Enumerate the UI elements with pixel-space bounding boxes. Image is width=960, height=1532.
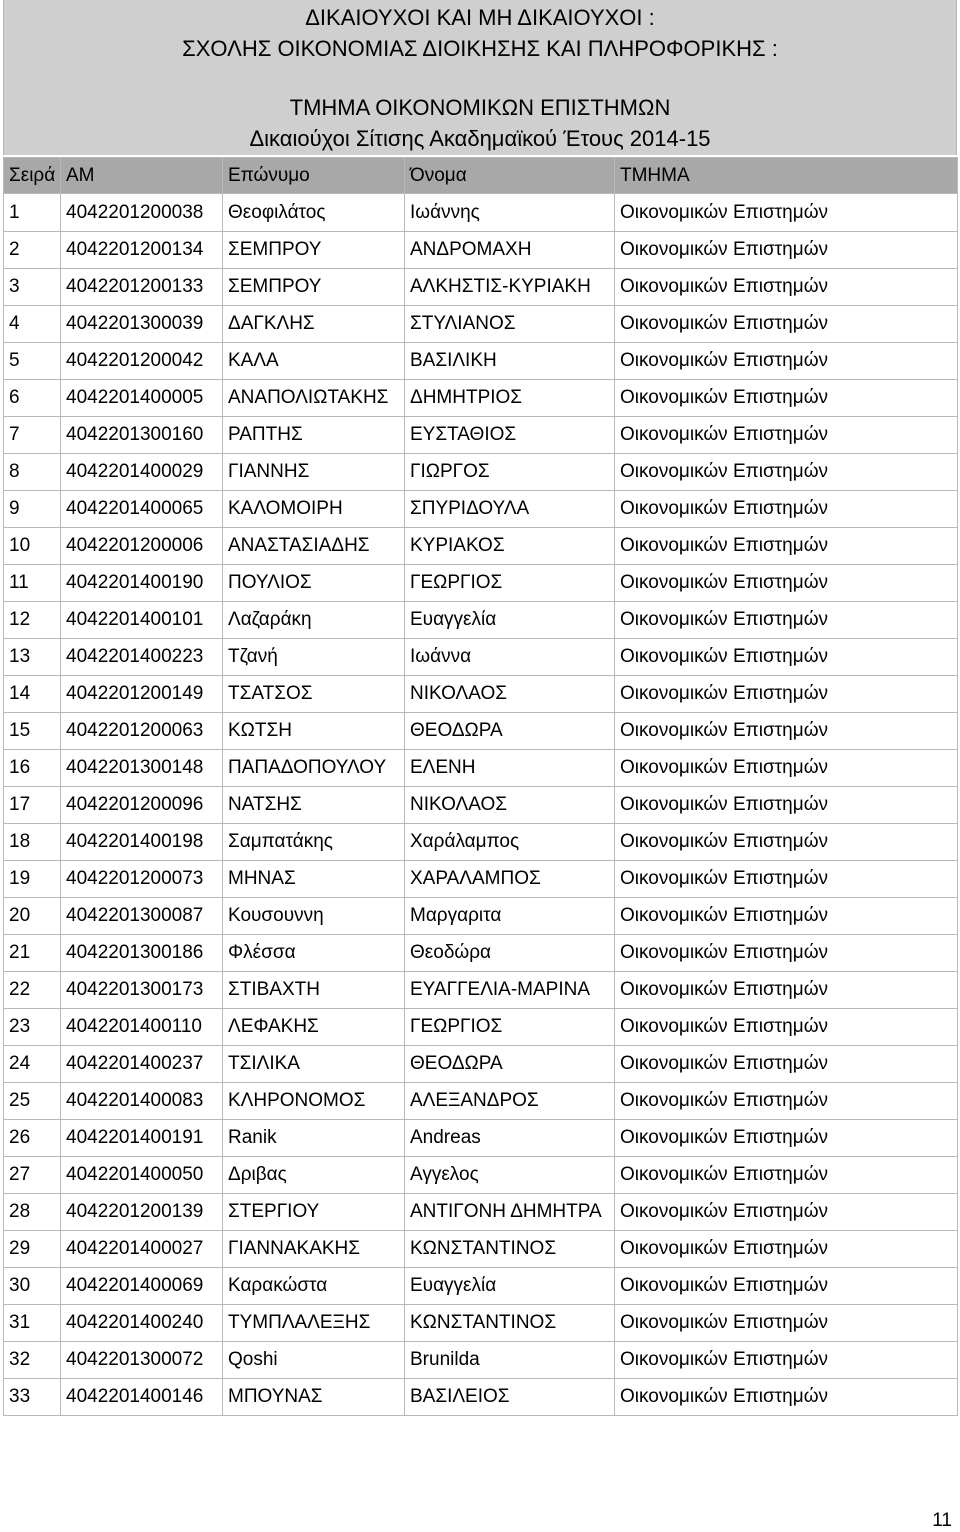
cell-first-name: ΣΤΥΛΙΑΝΟΣ [405, 306, 615, 343]
cell-registration-number: 4042201200096 [61, 787, 223, 824]
table-row [4, 861, 958, 898]
cell-surname: ΠΑΠΑΔΟΠΟΥΛΟΥ [223, 750, 405, 787]
cell-surname: Δριβας [223, 1157, 405, 1194]
cell-department: Οικονομικών Επιστημών [615, 861, 958, 898]
cell-department: Οικονομικών Επιστημών [615, 380, 958, 417]
cell-department: Οικονομικών Επιστημών [615, 1157, 958, 1194]
cell-first-name: Andreas [405, 1120, 615, 1157]
cell-surname: Λαζαράκη [223, 602, 405, 639]
table-row [4, 1305, 958, 1342]
cell-registration-number: 4042201300186 [61, 935, 223, 972]
cell-first-name: ΓΕΩΡΓΙΟΣ [405, 565, 615, 602]
table-row [4, 1009, 958, 1046]
table-row [4, 1157, 958, 1194]
cell-department: Οικονομικών Επιστημών [615, 1305, 958, 1342]
cell-serial: 30 [4, 1268, 61, 1305]
cell-registration-number: 4042201400101 [61, 602, 223, 639]
table-row [4, 528, 958, 565]
table-row [4, 454, 958, 491]
cell-serial: 10 [4, 528, 61, 565]
cell-registration-number: 4042201400027 [61, 1231, 223, 1268]
table-row [4, 1379, 958, 1416]
cell-surname: Κουσουννη [223, 898, 405, 935]
table-row [4, 1194, 958, 1231]
cell-department: Οικονομικών Επιστημών [615, 1120, 958, 1157]
cell-department: Οικονομικών Επιστημών [615, 1379, 958, 1416]
cell-department: Οικονομικών Επιστημών [615, 565, 958, 602]
table-row [4, 1342, 958, 1379]
cell-surname: ΓΙΑΝΝΑΚΑΚΗΣ [223, 1231, 405, 1268]
cell-registration-number: 4042201300160 [61, 417, 223, 454]
cell-serial: 27 [4, 1157, 61, 1194]
cell-serial: 8 [4, 454, 61, 491]
table-row [4, 676, 958, 713]
cell-first-name: ΓΕΩΡΓΙΟΣ [405, 1009, 615, 1046]
title-department: ΤΜΗΜΑ ΟΙΚΟΝΟΜΙΚΩΝ ΕΠΙΣΤΗΜΩΝ [289, 95, 671, 120]
cell-surname: ΤΣΙΛΙΚΑ [223, 1046, 405, 1083]
cell-department: Οικονομικών Επιστημών [615, 194, 958, 232]
cell-registration-number: 4042201300072 [61, 1342, 223, 1379]
cell-surname: ΣΕΜΠΡΟΥ [223, 269, 405, 306]
cell-registration-number: 4042201200038 [61, 194, 223, 232]
cell-serial: 24 [4, 1046, 61, 1083]
cell-registration-number: 4042201400069 [61, 1268, 223, 1305]
cell-serial: 9 [4, 491, 61, 528]
cell-registration-number: 4042201300039 [61, 306, 223, 343]
cell-department: Οικονομικών Επιστημών [615, 972, 958, 1009]
cell-surname: ΚΩΤΣΗ [223, 713, 405, 750]
cell-registration-number: 4042201200149 [61, 676, 223, 713]
cell-surname: ΣΕΜΠΡΟΥ [223, 232, 405, 269]
cell-registration-number: 4042201200139 [61, 1194, 223, 1231]
cell-first-name: ΒΑΣΙΛΕΙΟΣ [405, 1379, 615, 1416]
title-beneficiaries: ΔΙΚΑΙΟΥΧΟΙ ΚΑΙ ΜΗ ΔΙΚΑΙΟΥΧΟΙ : [305, 5, 655, 30]
cell-department: Οικονομικών Επιστημών [615, 417, 958, 454]
cell-department: Οικονομικών Επιστημών [615, 1268, 958, 1305]
table-row [4, 1120, 958, 1157]
cell-first-name: ΑΛΕΞΑΝΔΡΟΣ [405, 1083, 615, 1120]
cell-surname: ΜΠΟΥΝΑΣ [223, 1379, 405, 1416]
cell-department: Οικονομικών Επιστημών [615, 639, 958, 676]
table-row [4, 269, 958, 306]
cell-serial: 28 [4, 1194, 61, 1231]
cell-registration-number: 4042201400005 [61, 380, 223, 417]
cell-registration-number: 4042201300087 [61, 898, 223, 935]
cell-serial: 21 [4, 935, 61, 972]
cell-first-name: ΧΑΡΑΛΑΜΠΟΣ [405, 861, 615, 898]
cell-department: Οικονομικών Επιστημών [615, 1194, 958, 1231]
column-header-surname: Επώνυμο [223, 158, 405, 194]
cell-serial: 6 [4, 380, 61, 417]
cell-registration-number: 4042201200133 [61, 269, 223, 306]
cell-first-name: Χαράλαμπος [405, 824, 615, 861]
cell-surname: Τζανή [223, 639, 405, 676]
cell-registration-number: 4042201400191 [61, 1120, 223, 1157]
cell-serial: 15 [4, 713, 61, 750]
cell-serial: 23 [4, 1009, 61, 1046]
table-body [4, 194, 958, 1416]
cell-department: Οικονομικών Επιστημών [615, 787, 958, 824]
cell-serial: 13 [4, 639, 61, 676]
table-row [4, 1083, 958, 1120]
cell-surname: Σαμπατάκης [223, 824, 405, 861]
cell-surname: Θεοφιλάτος [223, 194, 405, 232]
cell-department: Οικονομικών Επιστημών [615, 1342, 958, 1379]
cell-serial: 19 [4, 861, 61, 898]
cell-registration-number: 4042201200042 [61, 343, 223, 380]
cell-serial: 11 [4, 565, 61, 602]
cell-department: Οικονομικών Επιστημών [615, 269, 958, 306]
cell-serial: 31 [4, 1305, 61, 1342]
cell-first-name: ΣΠΥΡΙΔΟΥΛΑ [405, 491, 615, 528]
cell-registration-number: 4042201400083 [61, 1083, 223, 1120]
cell-department: Οικονομικών Επιστημών [615, 343, 958, 380]
cell-first-name: ΔΗΜΗΤΡΙΟΣ [405, 380, 615, 417]
cell-department: Οικονομικών Επιστημών [615, 232, 958, 269]
cell-first-name: Αγγελος [405, 1157, 615, 1194]
cell-first-name: Ιωάννα [405, 639, 615, 676]
cell-department: Οικονομικών Επιστημών [615, 1046, 958, 1083]
cell-surname: ΣΤΙΒΑΧΤΗ [223, 972, 405, 1009]
cell-first-name: ΘΕΟΔΩΡΑ [405, 713, 615, 750]
beneficiaries-table [3, 157, 958, 1416]
cell-department: Οικονομικών Επιστημών [615, 1083, 958, 1120]
cell-registration-number: 4042201200006 [61, 528, 223, 565]
cell-surname: ΡΑΠΤΗΣ [223, 417, 405, 454]
column-header-first-name: Όνομα [405, 158, 615, 194]
table-row [4, 1046, 958, 1083]
cell-first-name: ΕΥΑΓΓΕΛΙΑ-ΜΑΡΙΝΑ [405, 972, 615, 1009]
cell-first-name: Brunilda [405, 1342, 615, 1379]
cell-surname: Qoshi [223, 1342, 405, 1379]
cell-first-name: ΚΥΡΙΑΚΟΣ [405, 528, 615, 565]
cell-registration-number: 4042201400050 [61, 1157, 223, 1194]
column-header-department: ΤΜΗΜΑ [615, 158, 958, 194]
cell-department: Οικονομικών Επιστημών [615, 750, 958, 787]
cell-serial: 14 [4, 676, 61, 713]
cell-surname: ΠΟΥΛΙΟΣ [223, 565, 405, 602]
table-row [4, 898, 958, 935]
cell-surname: ΑΝΑΣΤΑΣΙΑΔΗΣ [223, 528, 405, 565]
title-academic-year: Δικαιούχοι Σίτισης Ακαδημαϊκού Έτους 2014-15 [249, 126, 711, 151]
cell-registration-number: 4042201400237 [61, 1046, 223, 1083]
cell-first-name: ΓΙΩΡΓΟΣ [405, 454, 615, 491]
cell-first-name: ΝΙΚΟΛΑΟΣ [405, 787, 615, 824]
cell-department: Οικονομικών Επιστημών [615, 602, 958, 639]
cell-department: Οικονομικών Επιστημών [615, 454, 958, 491]
cell-surname: Φλέσσα [223, 935, 405, 972]
cell-first-name: Ευαγγελία [405, 602, 615, 639]
cell-serial: 4 [4, 306, 61, 343]
cell-serial: 33 [4, 1379, 61, 1416]
cell-surname: ΑΝΑΠΟΛΙΩΤΑΚΗΣ [223, 380, 405, 417]
cell-registration-number: 4042201400198 [61, 824, 223, 861]
table-row [4, 565, 958, 602]
cell-surname: ΚΑΛΟΜΟΙΡΗ [223, 491, 405, 528]
cell-registration-number: 4042201300173 [61, 972, 223, 1009]
cell-serial: 3 [4, 269, 61, 306]
cell-surname: ΣΤΕΡΓΙΟΥ [223, 1194, 405, 1231]
cell-registration-number: 4042201400110 [61, 1009, 223, 1046]
cell-serial: 16 [4, 750, 61, 787]
cell-surname: ΚΛΗΡΟΝΟΜΟΣ [223, 1083, 405, 1120]
cell-serial: 25 [4, 1083, 61, 1120]
cell-first-name: ΚΩΝΣΤΑΝΤΙΝΟΣ [405, 1231, 615, 1268]
cell-registration-number: 4042201400029 [61, 454, 223, 491]
cell-department: Οικονομικών Επιστημών [615, 713, 958, 750]
cell-registration-number: 4042201300148 [61, 750, 223, 787]
cell-serial: 17 [4, 787, 61, 824]
table-row [4, 639, 958, 676]
cell-serial: 5 [4, 343, 61, 380]
cell-serial: 26 [4, 1120, 61, 1157]
cell-registration-number: 4042201200063 [61, 713, 223, 750]
cell-first-name: ΕΥΣΤΑΘΙΟΣ [405, 417, 615, 454]
cell-first-name: Ευαγγελία [405, 1268, 615, 1305]
cell-first-name: ΑΝΔΡΟΜΑΧΗ [405, 232, 615, 269]
table-row [4, 713, 958, 750]
cell-department: Οικονομικών Επιστημών [615, 935, 958, 972]
cell-serial: 1 [4, 194, 61, 232]
cell-first-name: ΝΙΚΟΛΑΟΣ [405, 676, 615, 713]
cell-first-name: ΑΛΚΗΣΤΙΣ-ΚΥΡΙΑΚΗ [405, 269, 615, 306]
table-row [4, 306, 958, 343]
cell-registration-number: 4042201400190 [61, 565, 223, 602]
column-header-serial: Σειρά [4, 158, 61, 194]
cell-surname: ΝΑΤΣΗΣ [223, 787, 405, 824]
table-row [4, 750, 958, 787]
cell-registration-number: 4042201400065 [61, 491, 223, 528]
cell-serial: 2 [4, 232, 61, 269]
table-header-row [4, 158, 958, 194]
cell-surname: ΓΙΑΝΝΗΣ [223, 454, 405, 491]
cell-registration-number: 4042201200073 [61, 861, 223, 898]
cell-registration-number: 4042201400240 [61, 1305, 223, 1342]
cell-registration-number: 4042201200134 [61, 232, 223, 269]
cell-department: Οικονομικών Επιστημών [615, 528, 958, 565]
table-row [4, 194, 958, 232]
table-row [4, 1231, 958, 1268]
cell-department: Οικονομικών Επιστημών [615, 824, 958, 861]
cell-surname: Καρακώστα [223, 1268, 405, 1305]
cell-serial: 29 [4, 1231, 61, 1268]
cell-surname: ΚΑΛΑ [223, 343, 405, 380]
cell-surname: ΤΣΑΤΣΟΣ [223, 676, 405, 713]
cell-surname: Ranik [223, 1120, 405, 1157]
cell-first-name: Θεοδώρα [405, 935, 615, 972]
cell-surname: ΜΗΝΑΣ [223, 861, 405, 898]
cell-serial: 32 [4, 1342, 61, 1379]
table-row [4, 935, 958, 972]
cell-serial: 7 [4, 417, 61, 454]
cell-department: Οικονομικών Επιστημών [615, 1231, 958, 1268]
table-row [4, 417, 958, 454]
cell-department: Οικονομικών Επιστημών [615, 1009, 958, 1046]
table-row [4, 380, 958, 417]
table-row [4, 602, 958, 639]
table-row [4, 232, 958, 269]
cell-first-name: ΑΝΤΙΓΟΝΗ ΔΗΜΗΤΡΑ [405, 1194, 615, 1231]
cell-serial: 18 [4, 824, 61, 861]
cell-serial: 20 [4, 898, 61, 935]
table-row [4, 1268, 958, 1305]
table-row [4, 824, 958, 861]
cell-first-name: ΘΕΟΔΩΡΑ [405, 1046, 615, 1083]
cell-first-name: Ιωάννης [405, 194, 615, 232]
cell-registration-number: 4042201400146 [61, 1379, 223, 1416]
document-header [3, 0, 957, 155]
page-number: 11 [932, 1510, 952, 1531]
cell-surname: ΔΑΓΚΛΗΣ [223, 306, 405, 343]
cell-surname: ΛΕΦΑΚΗΣ [223, 1009, 405, 1046]
title-school: ΣΧΟΛΗΣ ΟΙΚΟΝΟΜΙΑΣ ΔΙΟΙΚΗΣΗΣ ΚΑΙ ΠΛΗΡΟΦΟΡΙΚΗΣ : [182, 36, 778, 61]
cell-department: Οικονομικών Επιστημών [615, 306, 958, 343]
cell-serial: 12 [4, 602, 61, 639]
cell-department: Οικονομικών Επιστημών [615, 898, 958, 935]
cell-first-name: Μαργαριτα [405, 898, 615, 935]
cell-department: Οικονομικών Επιστημών [615, 491, 958, 528]
cell-first-name: ΒΑΣΙΛΙΚΗ [405, 343, 615, 380]
table-row [4, 491, 958, 528]
table-row [4, 972, 958, 1009]
cell-registration-number: 4042201400223 [61, 639, 223, 676]
table-row [4, 343, 958, 380]
table-row [4, 787, 958, 824]
cell-surname: ΤΥΜΠΛΑΛΕΞΗΣ [223, 1305, 405, 1342]
column-header-registration-number: ΑΜ [61, 158, 223, 194]
cell-department: Οικονομικών Επιστημών [615, 676, 958, 713]
cell-first-name: ΚΩΝΣΤΑΝΤΙΝΟΣ [405, 1305, 615, 1342]
cell-first-name: ΕΛΕΝΗ [405, 750, 615, 787]
cell-serial: 22 [4, 972, 61, 1009]
